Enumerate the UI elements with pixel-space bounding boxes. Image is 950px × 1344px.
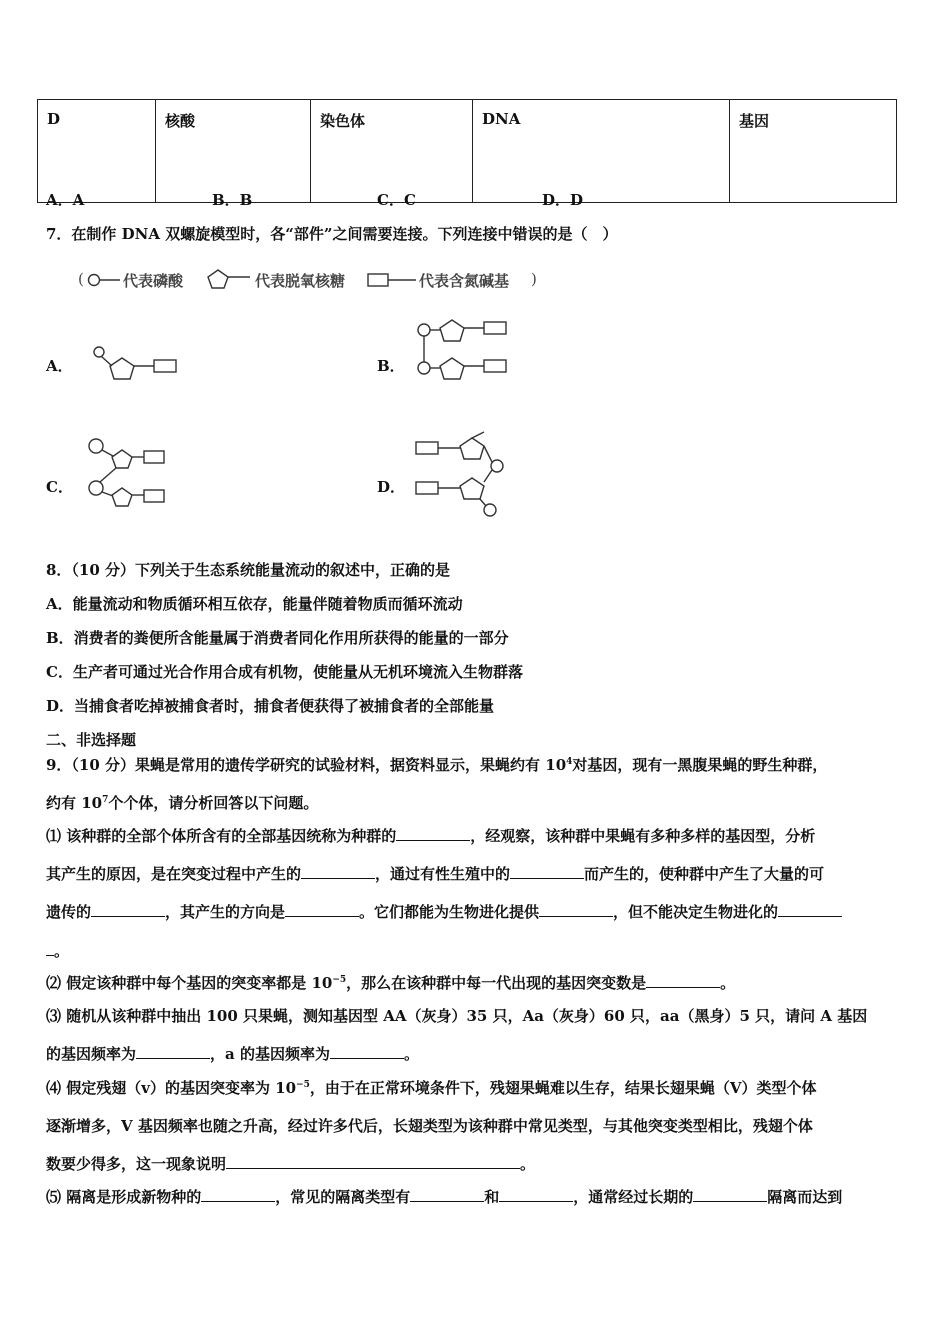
legend-base: 代表含氮碱基	[419, 272, 510, 290]
q9-part4-line2: 逐渐增多，V 基因频率也随之升高，经过许多代后，长翅类型为该种群中常见类型，与其他突变类型相比，残翅个体	[46, 1117, 813, 1135]
q6-option-d: D．D	[542, 191, 584, 209]
text: ，其产生的方向是	[165, 903, 286, 921]
q7-diagram-b	[414, 318, 514, 384]
superscript: 7	[102, 795, 109, 805]
text: 。	[520, 1155, 536, 1173]
answer-blank[interactable]	[499, 1187, 573, 1202]
text: 。	[54, 942, 70, 960]
text: ，a 的基因频率为	[210, 1045, 330, 1063]
answer-blank[interactable]	[693, 1187, 767, 1202]
answer-blank[interactable]	[91, 902, 165, 917]
answer-blank[interactable]	[285, 902, 359, 917]
q9-part1-line4	[46, 940, 69, 961]
q7-option-d: D．	[377, 478, 406, 496]
q6-option-b: B．B	[212, 191, 253, 209]
answer-blank[interactable]	[778, 902, 842, 917]
table-cell: DNA	[473, 100, 730, 203]
text: 9．（10 分）果蝇是常用的遗传学研究的试验材料，据资料显示，果蝇约有 10	[46, 756, 567, 774]
q8-stem: 8．（10 分）下列关于生态系统能量流动的叙述中，正确的是	[46, 561, 451, 579]
text: 数要少得多，这一现象说明	[46, 1155, 227, 1173]
superscript: 4	[566, 757, 573, 767]
legend-sugar: 代表脱氧核糖	[255, 272, 346, 290]
text: 的基因频率为	[46, 1045, 137, 1063]
text: 和	[484, 1188, 500, 1206]
text: 遗传的	[46, 903, 92, 921]
q7-diagram-c	[86, 436, 170, 512]
text: 隔离而达到	[767, 1188, 843, 1206]
q9-part5	[46, 1186, 842, 1207]
text: ，但不能决定生物进化的	[613, 903, 779, 921]
legend-phosphate: 代表磷酸	[123, 272, 184, 290]
q9-part1-line1	[46, 825, 815, 846]
legend-open-paren: (	[78, 270, 84, 288]
answer-blank[interactable]	[510, 864, 584, 879]
q7-option-b: B．	[377, 357, 405, 375]
text: 其产生的原因，是在突变过程中产生的	[46, 865, 302, 883]
q9-part3-line2	[46, 1043, 419, 1064]
q7-diagram-a	[88, 344, 188, 388]
q8-option-a: A．能量流动和物质循环相互依存，能量伴随着物质而循环流动	[46, 595, 463, 613]
text: ，经观察，该种群中果蝇有多种多样的基因型，分析	[470, 827, 816, 845]
superscript: −5	[296, 1080, 310, 1090]
text: ，那么在该种群中每一代出现的基因突变数是	[346, 974, 647, 992]
q9-part4-line1	[46, 1077, 817, 1098]
q9-part3-line1: ⑶ 随机从该种群中抽出 100 只果蝇，测知基因型 AA（灰身）35 只，Aa（灰身）60 只，aa（黑身）5 只，请问 A 基因	[46, 1007, 868, 1025]
q9-line2	[46, 792, 318, 813]
text: 对基因，现有一黑腹果蝇的野生种群，	[572, 756, 828, 774]
answer-blank[interactable]	[330, 1044, 404, 1059]
q6-option-c: C．C	[377, 191, 416, 209]
q8-option-c: C．生产者可通过光合作用合成有机物，使能量从无机环境流入生物群落	[46, 663, 523, 681]
section-heading: 二、非选择题	[46, 731, 137, 749]
text: ⑴ 该种群的全部个体所含有的全部基因统称为种群的	[46, 827, 397, 845]
legend-close-paren: )	[531, 270, 537, 288]
text: ，常见的隔离类型有	[275, 1188, 411, 1206]
answer-blank[interactable]	[396, 826, 470, 841]
table-cell: 基因	[730, 100, 897, 203]
table-cell: 核酸	[156, 100, 311, 203]
q9-part2	[46, 972, 735, 993]
q9-part1-line3	[46, 901, 842, 922]
answer-blank[interactable]	[226, 1154, 520, 1169]
q9-part4-line3	[46, 1153, 535, 1174]
q7-option-a: A．	[46, 357, 73, 375]
base-icon	[366, 272, 426, 288]
q8-option-d: D．当捕食者吃掉被捕食者时，捕食者便获得了被捕食者的全部能量	[46, 697, 495, 715]
text: 。	[720, 974, 736, 992]
answer-table	[37, 99, 897, 203]
table-cell: D	[38, 100, 156, 203]
table-row	[38, 100, 897, 203]
q6-option-a: A．A	[46, 191, 85, 209]
answer-blank[interactable]	[136, 1044, 210, 1059]
answer-blank[interactable]	[301, 864, 375, 879]
deoxyribose-icon	[206, 268, 260, 292]
text: ，由于在正常环境条件下，残翅果蝇难以生存，结果长翅果蝇（V）类型个体	[309, 1079, 817, 1097]
table-cell: 染色体	[311, 100, 473, 203]
text: ⑷ 假定残翅（v）的基因突变率为 10	[46, 1079, 297, 1097]
q7-stem: 7．在制作 DNA 双螺旋模型时，各“部件”之间需要连接。下列连接中错误的是（ ）	[46, 225, 618, 243]
text: ，通过有性生殖中的	[375, 865, 511, 883]
q9-line1	[46, 754, 827, 775]
answer-blank[interactable]	[46, 941, 54, 956]
text: ，通常经过长期的	[573, 1188, 694, 1206]
text: ⑵ 假定该种群中每个基因的突变率都是 10	[46, 974, 333, 992]
answer-blank[interactable]	[201, 1187, 275, 1202]
text: 。它们都能为生物进化提供	[359, 903, 540, 921]
text: 而产生的，使种群中产生了大量的可	[584, 865, 825, 883]
answer-blank[interactable]	[410, 1187, 484, 1202]
answer-blank[interactable]	[646, 973, 720, 988]
superscript: −5	[332, 975, 347, 985]
text: 个个体，请分析回答以下问题。	[108, 794, 319, 812]
q7-diagram-d	[414, 428, 514, 520]
text: ⑸ 隔离是形成新物种的	[46, 1188, 202, 1206]
q9-part1-line2	[46, 863, 824, 884]
answer-blank[interactable]	[539, 902, 613, 917]
q7-option-c: C．	[46, 478, 73, 496]
text: 约有 10	[46, 794, 103, 812]
text: 。	[403, 1045, 419, 1063]
q8-option-b: B．消费者的粪便所含能量属于消费者同化作用所获得的能量的一部分	[46, 629, 509, 647]
